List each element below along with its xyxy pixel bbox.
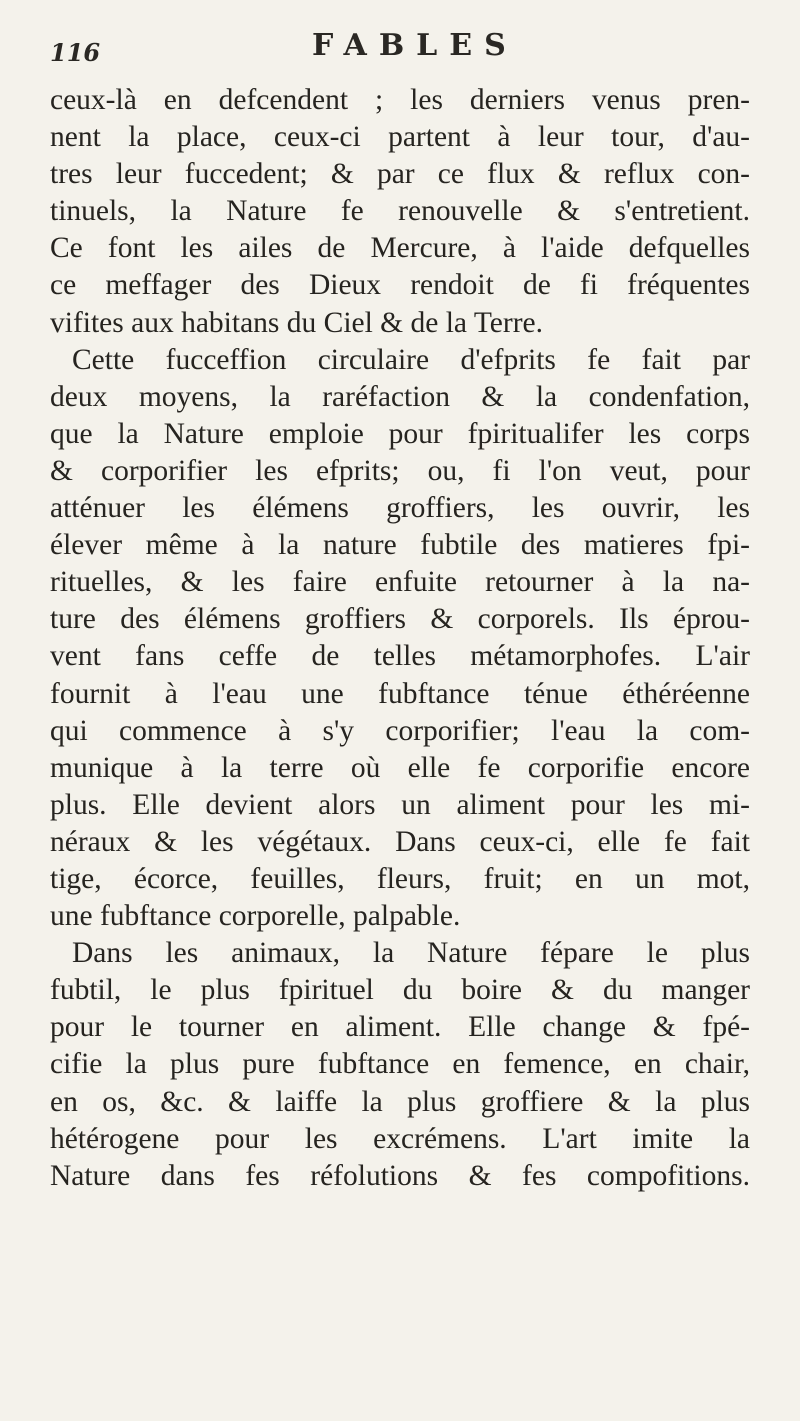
text-line: tinuels, la Nature fe renouvelle & s'entretient. bbox=[50, 195, 750, 228]
text-line: munique à la terre où elle fe corporifie encore bbox=[50, 751, 750, 784]
text-line: plus. Elle devient alors un aliment pour les mi- bbox=[50, 788, 750, 821]
text-line: & corporifier les efprits; ou, fi l'on veut, pour bbox=[50, 454, 750, 487]
body-text bbox=[50, 82, 750, 1195]
text-line: tres leur fuccedent; & par ce flux & reflux con- bbox=[50, 158, 750, 191]
text-line: élever même à la nature fubtile des matieres fpi- bbox=[50, 529, 750, 562]
running-title: FABLES bbox=[312, 28, 518, 63]
page-number: 116 bbox=[50, 38, 101, 67]
text-line: ce meffager des Dieux rendoit de fi fréquentes bbox=[50, 269, 750, 302]
text-line: Dans les animaux, la Nature fépare le plus bbox=[72, 937, 750, 970]
text-line: pour le tourner en aliment. Elle change & fpé- bbox=[50, 1011, 750, 1044]
page-header bbox=[40, 28, 760, 78]
text-line: deux moyens, la raréfaction & la condenfation, bbox=[50, 380, 750, 413]
text-line: hétérogene pour les excrémens. L'art imite la bbox=[50, 1122, 750, 1155]
text-line: vifites aux habitans du Ciel & de la Terre. bbox=[50, 306, 544, 339]
text-line: tige, écorce, feuilles, fleurs, fruit; en un mot, bbox=[50, 862, 750, 895]
text-line: ceux-là en defcendent ; les derniers venus pren- bbox=[50, 84, 750, 116]
text-line: cifie la plus pure fubftance en femence, en chair, bbox=[50, 1048, 750, 1081]
text-line: que la Nature emploie pour fpiritualifer les corps bbox=[50, 417, 750, 450]
text-line: qui commence à s'y corporifier; l'eau la com- bbox=[50, 714, 750, 747]
text-line: fournit à l'eau une fubftance ténue éthéréenne bbox=[50, 677, 750, 710]
text-line: atténuer les élémens groffiers, les ouvrir, les bbox=[50, 492, 750, 525]
text-line: Ce font les ailes de Mercure, à l'aide defquelles bbox=[50, 232, 750, 265]
text-line: en os, &c. & laiffe la plus groffiere & la plus bbox=[50, 1085, 750, 1118]
text-line: Cette fucceffion circulaire d'efprits fe fait par bbox=[72, 343, 750, 376]
text-line: nent la place, ceux-ci partent à leur tour, d'au- bbox=[50, 121, 750, 154]
text-line: fubtil, le plus fpirituel du boire & du manger bbox=[50, 974, 750, 1007]
text-line: ture des élémens groffiers & corporels. Ils éprou- bbox=[50, 603, 750, 636]
text-line: néraux & les végétaux. Dans ceux-ci, elle fe fait bbox=[50, 825, 750, 858]
text-line: une fubftance corporelle, palpable. bbox=[50, 900, 461, 933]
text-line: rituelles, & les faire enfuite retourner à la na- bbox=[50, 566, 750, 599]
text-line: Nature dans fes réfolutions & fes compofitions. bbox=[50, 1159, 750, 1192]
text-line: vent fans ceffe de telles métamorphofes. L'air bbox=[50, 640, 750, 673]
